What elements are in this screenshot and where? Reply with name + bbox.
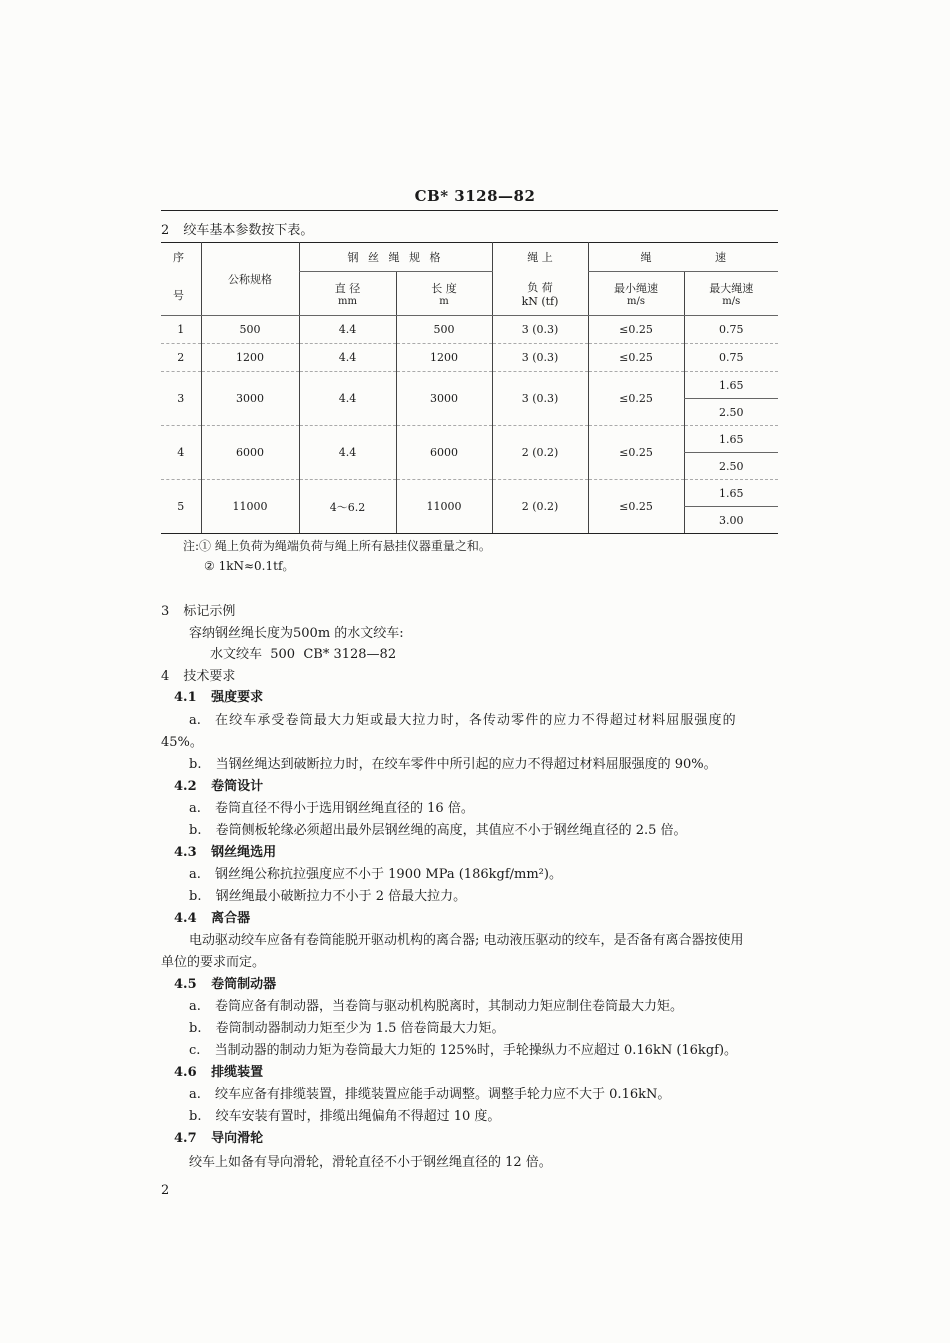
item-4-1-a-cont: 45%。 <box>161 735 203 750</box>
nominal-header: 公称规格 <box>201 243 299 316</box>
diameter-header: 直 径 mm <box>299 272 396 316</box>
item-4-3-b: b. 钢丝绳最小破断拉力不小于 2 倍最大拉力。 <box>189 889 467 904</box>
max-speed-header: 最大绳速 m/s <box>684 272 778 316</box>
table-note-1: 注:① 绳上负荷为绳端负荷与绳上所有悬挂仪器重量之和。 <box>183 539 491 553</box>
subsection-4-5: 4.5 卷筒制动器 <box>174 977 277 992</box>
item-4-5-b: b. 卷筒制动器制动力矩至少为 1.5 倍卷筒最大力矩。 <box>189 1021 505 1036</box>
item-4-5-a: a. 卷筒应备有制动器，当卷筒与驱动机构脱离时，其制动力矩应制住卷筒最大力矩。 <box>189 999 684 1014</box>
item-4-5-c: c. 当制动器的制动力矩为卷筒最大力矩的 125%时，手轮操纵力不应超过 0.16kN (16kgf)。 <box>189 1043 738 1058</box>
rope-spec-header: 钢 丝 绳 规 格 <box>299 243 492 272</box>
clutch-text-2: 单位的要求而定。 <box>161 955 266 970</box>
table-row: 3 3000 4.4 3000 3 (0.3) ≤0.25 1.65 <box>161 372 778 399</box>
subsection-4-7: 4.7 导向滑轮 <box>174 1131 264 1146</box>
subsection-4-6: 4.6 排缆装置 <box>174 1065 264 1080</box>
item-4-1-a: a. 在绞车承受卷筒最大力矩或最大拉力时，各传动零件的应力不得超过材料屈服强度的 <box>189 713 737 728</box>
item-4-2-a: a. 卷筒直径不得小于选用钢丝绳直径的 16 倍。 <box>189 801 474 816</box>
subsection-4-1: 4.1 强度要求 <box>174 690 264 705</box>
parameter-table: 序 号 公称规格 钢 丝 绳 规 格 绳 上 绳 速 直 径 mm 长 度 m 负 荷 kN (tf) 最小绳速 m/s 最大绳速 m/s 1 500 4.4 500 3 (0.3) ≤0.25 0.75 2 1200 4.4 1200 3 (0.3) ≤0.25 0.75 3 3000 4.4 3000 3 (0.3) ≤0.25 1.65 2.50 4 6000 4.4 6000 2 (0.2) ≤0.25 1.65 2.50 5 11000 4～6.2 11000 2 (0.2) ≤0.25 1.65 3.00 <box>161 242 778 534</box>
clutch-text-1: 电动驱动绞车应备有卷筒能脱开驱动机构的离合器; 电动液压驱动的绞车，是否备有离合器按使用 <box>189 933 744 948</box>
subsection-4-4: 4.4 离合器 <box>174 911 251 926</box>
item-4-3-a: a. 钢丝绳公称抗拉强度应不小于 1900 MPa (186kgf/mm²)。 <box>189 867 562 882</box>
item-4-2-b: b. 卷筒侧板轮缘必须超出最外层钢丝绳的高度，其值应不小于钢丝绳直径的 2.5 倍。 <box>189 823 687 838</box>
length-header: 长 度 m <box>396 272 492 316</box>
section-number: 2 <box>161 223 170 238</box>
table-row: 4 6000 4.4 6000 2 (0.2) ≤0.25 1.65 <box>161 426 778 453</box>
min-speed-header: 最小绳速 m/s <box>588 272 684 316</box>
section-2-heading <box>161 219 313 238</box>
table-note-2: ② 1kN≈0.1tf。 <box>204 559 295 573</box>
item-4-1-b: b. 当钢丝绳达到破断拉力时，在绞车零件中所引起的应力不得超过材料屈服强度的 90%。 <box>189 757 717 772</box>
section-title: 绞车基本参数按下表。 <box>183 223 314 238</box>
page-number: 2 <box>161 1183 170 1198</box>
standard-header: CB* 3128—82 <box>414 187 536 205</box>
table-row: 1 500 4.4 500 3 (0.3) ≤0.25 0.75 <box>161 316 778 344</box>
table-row: 2 1200 4.4 1200 3 (0.3) ≤0.25 0.75 <box>161 344 778 372</box>
load-header-2: 负 荷 kN (tf) <box>492 272 588 316</box>
section-3-heading: 3 标记示例 <box>161 604 236 619</box>
marking-example: 水文绞车 500 CB* 3128—82 <box>210 647 397 662</box>
subsection-4-2: 4.2 卷筒设计 <box>174 779 264 794</box>
subsection-4-3: 4.3 钢丝绳选用 <box>174 845 277 860</box>
item-4-6-b: b. 绞车安装有置时，排缆出绳偏角不得超过 10 度。 <box>189 1109 501 1124</box>
table-row: 5 11000 4～6.2 11000 2 (0.2) ≤0.25 1.65 <box>161 480 778 507</box>
item-4-6-a: a. 绞车应备有排缆装置，排缆装置应能手动调整。调整手轮力应不大于 0.16kN。 <box>189 1087 671 1102</box>
speed-header: 绳 速 <box>588 243 778 272</box>
header-rule <box>161 210 778 211</box>
guide-pulley-text: 绞车上如备有导向滑轮，滑轮直径不小于钢丝绳直径的 12 倍。 <box>189 1155 552 1170</box>
seq-header: 序 号 <box>161 243 201 316</box>
section-4-heading: 4 技术要求 <box>161 669 236 684</box>
load-header-1: 绳 上 <box>492 243 588 272</box>
marking-example-text: 容纳钢丝绳长度为500m 的水文绞车: <box>189 626 404 641</box>
